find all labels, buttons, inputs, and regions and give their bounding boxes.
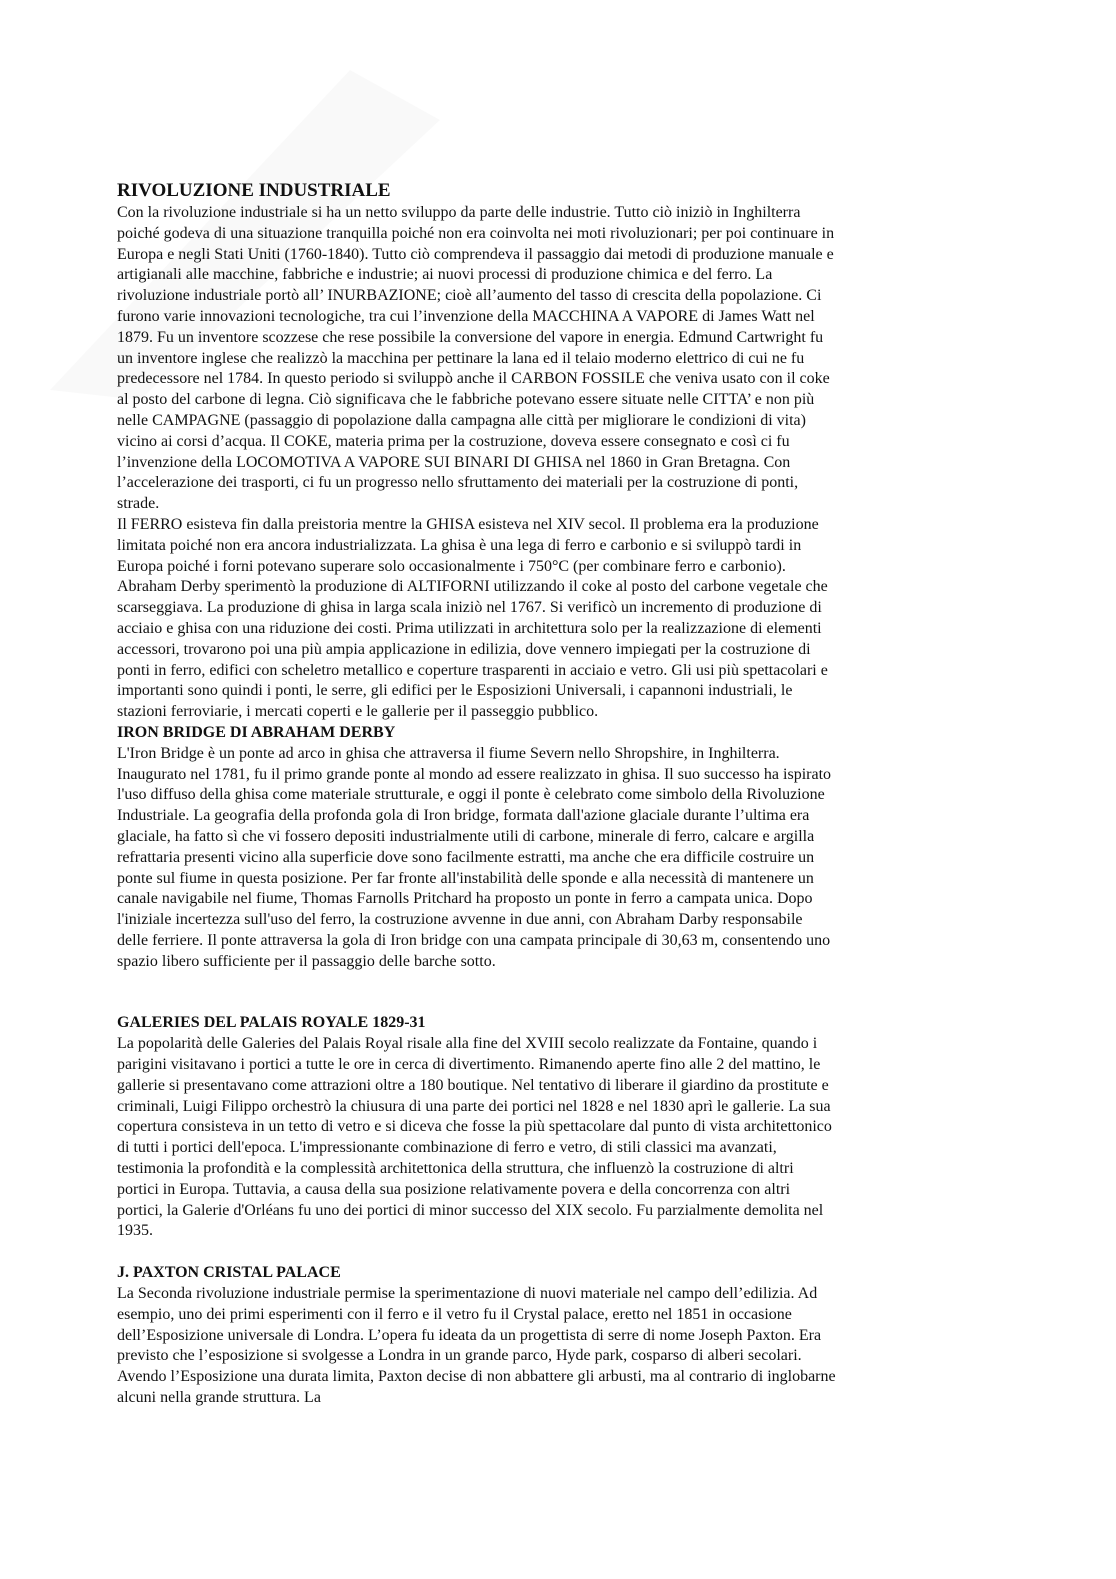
spacer [117,1242,837,1263]
spacer [117,972,837,1013]
section-title-iron-bridge: IRON BRIDGE DI ABRAHAM DERBY [117,723,396,741]
section-title-crystal-palace: J. PAXTON CRISTAL PALACE [117,1264,341,1282]
document-body [117,179,837,1409]
paragraph-iron-bridge: L'Iron Bridge è un ponte ad arco in ghisa che attraversa il fiume Severn nello Shropshire, in Inghilterra. Inaugurato nel 1781, fu il primo grande ponte al mondo ad essere realizzato in ghisa. Il suo successo ha ispirato l'uso diffuso della ghisa come materiale strutturale, e oggi il ponte è celebrato come simbolo della Rivoluzione Industriale. La geografia della profonda gola di Iron bridge, formata dall'azione glaciale durante l’ultima era glaciale, ha fatto sì che vi fossero depositi industrialmente utili di carbone, minerale di ferro, calcare e argilla refrattaria presenti vicino alla superficie dove sono facilmente estratti, ma anche che era difficile costruire un ponte sul fiume in questa posizione. Per far fronte all'instabilità delle sponde e alla necessità di mantenere un canale navigabile nel fiume, Thomas Farnolls Pritchard ha proposto un ponte in ferro a campata unica. Dopo l'iniziale incertezza sull'uso del ferro, la costruzione avvenne in due anni, con Abraham Darby responsabile delle ferriere. Il ponte attraversa la gola di Iron bridge con una campata principale di 30,63 m, consentendo uno spazio libero sufficiente per il passaggio delle barche sotto. [117,744,832,970]
section-title-palais-royale: GALERIES DEL PALAIS ROYALE 1829-31 [117,1014,426,1032]
section-title-industrial-revolution: RIVOLUZIONE INDUSTRIALE [117,180,391,201]
paragraph-palais-royale: La popolarità delle Galeries del Palais Royal risale alla fine del XVIII secolo realizzate da Fontaine, quando i parigini visitavano i portici a tutte le ore in cerca di divertimento. Rimanendo aperte fino alle 2 del mattino, le gallerie si presentavano come attrazioni oltre a 180 boutique. Nel tentativo di liberare il giardino da prostitute e criminali, Luigi Filippo orchestrò la chiusura di una parte dei portici nel 1828 e nel 1830 aprì le gallerie. La sua copertura consisteva in un tetto di vetro e si diceva che fosse la più spettacolare dal punto di vista architettonico di tutti i portici dell'epoca. L'impressionante combinazione di ferro e vetro, di stili classici ma avanzati, testimonia la profondità e la complessità architettonica della struttura, che influenzò la costruzione di altri portici in Europa. Tuttavia, a causa della sua posizione relativamente povera e della concorrenza con altri portici, la Galerie d'Orléans fu uno dei portici di minor successo del XIX secolo. Fu parzialmente demolita nel 1935. [117,1035,832,1240]
paragraph-industrial-revolution-1: Con la rivoluzione industriale si ha un netto sviluppo da parte delle industrie. Tutto ciò iniziò in Inghilterra poiché godeva di una situazione tranquilla poiché non era coinvolta nei moti rivoluzionari; per poi continuare in Europa e negli Stati Uniti (1760-1840). Tutto ciò comprendeva il passaggio dai metodi di produzione manuale e artigianali alle macchine, fabbriche e industrie; ai nuovi processi di produzione chimica e del ferro. La rivoluzione industriale portò all’ INURBAZIONE; cioè all’aumento del tasso di crescita della popolazione. Ci furono varie innovazioni tecnologiche, tra cui l’invenzione della MACCHINA A VAPORE di James Watt nel 1879. Fu un inventore scozzese che rese possibile la conversione del vapore in energia. Edmund Cartwright fu un inventore inglese che realizzò la macchina per pettinare la lana ed il telaio moderno elettrico di cui ne fu predecessore nel 1784. In questo periodo si sviluppò anche il CARBON FOSSILE che veniva usato con il coke al posto del carbone di legna. Ciò significava che le fabbriche potevano essere situate nelle CITTA’ e non più nelle CAMPAGNE (passaggio di popolazione dalla campagna alle città per migliorare le condizioni di vita) vicino ai corsi d’acqua. Il COKE, materia prima per la costruzione, doveva essere consegnato e così ci fu l’invenzione della LOCOMOTIVA A VAPORE SUI BINARI DI GHISA nel 1860 in Gran Bretagna. Con l’accelerazione dei trasporti, ci fu un progresso nello sfruttamento dei materiali per la costruzione di ponti, strade. [117,204,835,513]
paragraph-crystal-palace: La Seconda rivoluzione industriale permise la sperimentazione di nuovi materiale nel campo dell’edilizia. Ad esempio, uno dei primi esperimenti con il ferro e il vetro fu il Crystal palace, eretto nel 1851 in occasione dell’Esposizione universale di Londra. L’opera fu ideata da un progettista di serre di nome Joseph Paxton. Era previsto che l’esposizione si svolgesse a Londra in un grande parco, Hyde park, cosparso di alberi secolari. Avendo l’Esposizione una durata limita, Paxton decise di non abbattere gli arbusti, ma al contrario di inglobarne alcuni nella grande struttura. La [117,1285,836,1407]
paragraph-industrial-revolution-2: Il FERRO esisteva fin dalla preistoria mentre la GHISA esisteva nel XIV secol. Il problema era la produzione limitata poiché non era ancora industrializzata. La ghisa è una lega di ferro e carbonio e si sviluppò tardi in Europa poiché i forni potevano superare solo occasionalmente i 750°C (per combinare ferro e carbonio). Abraham Derby sperimentò la produzione di ALTIFORNI utilizzando il coke al posto del carbone vegetale che scarseggiava. La produzione di ghisa in larga scala iniziò nel 1767. Si verificò un incremento di produzione di acciaio e ghisa con una riduzione dei costi. Prima utilizzati in architettura solo per la realizzazione di elementi accessori, trovarono poi una più ampia applicazione in edilizia, dove vennero impiegati per la costruzione di ponti in ferro, edifici con scheletro metallico e coperture trasparenti in acciaio e vetro. Gli usi più spettacolari e importanti sono quindi i ponti, le serre, gli edifici per le Esposizioni Universali, i capannoni industriali, le stazioni ferroviarie, i mercati coperti e le gallerie per il passeggio pubblico. [117,515,828,721]
